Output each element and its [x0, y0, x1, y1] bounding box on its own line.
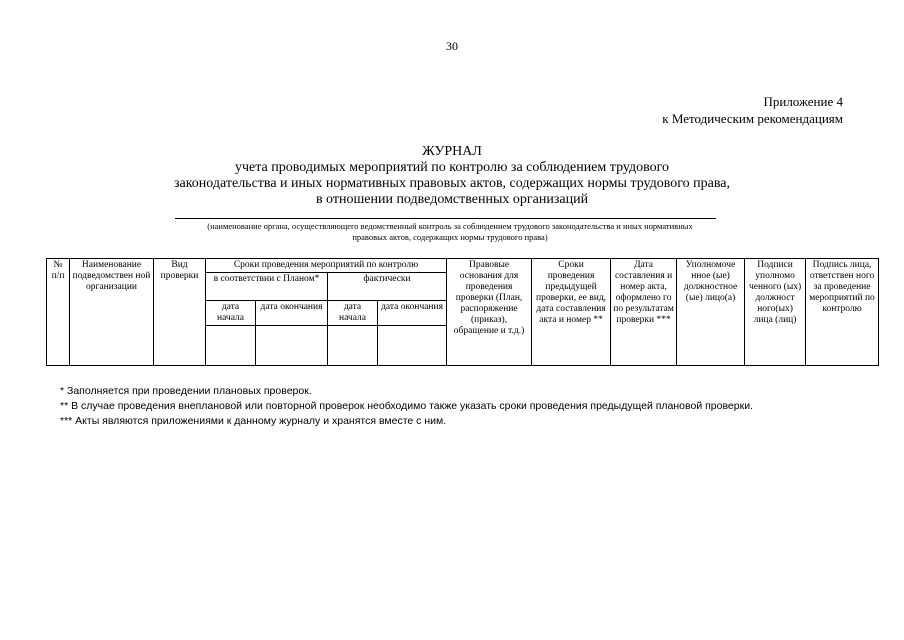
footnote-3: *** Акты являются приложениями к данному журналу и хранятся вместе с ним. [60, 415, 447, 427]
header-plan-start: дата начала [206, 301, 256, 326]
journal-title [0, 144, 904, 208]
header-actual-start: дата начала [328, 301, 378, 326]
page-number: 30 [446, 39, 458, 53]
title-heading: ЖУРНАЛ [422, 144, 482, 159]
header-actual-end: дата окончания [378, 301, 447, 326]
title-line-3: в отношении подведомственных организаций [315, 192, 589, 207]
cell-empty[interactable] [328, 326, 378, 366]
header-organization: Наименование подведомствен ной организации [70, 259, 154, 366]
header-per-plan: в соответствии с Планом* [206, 273, 328, 301]
header-authorized-official: Уполномоче нное (ые) должностное (ые) лицо(а) [677, 259, 745, 366]
org-caption-line-1: (наименование органа, осуществляющего ведомственный контроль за соблюдением трудового законодательства и иных нормативных [207, 221, 693, 231]
footnote-2: ** В случае проведения внеплановой или повторной проверок необходимо также указать сроки проведения предыдущей плановой проверки. [60, 400, 753, 412]
organization-underline [175, 218, 716, 219]
title-line-2: законодательства и иных нормативных правовых актов, содержащих нормы трудового права, [173, 176, 731, 191]
appendix-line-1: Приложение 4 [763, 94, 843, 109]
header-legal-basis: Правовые основания для проведения проверки (План, распоряжение (приказ), обращение и т.д.) [447, 259, 532, 366]
header-terms: Сроки проведения мероприятий по контролю [206, 259, 447, 273]
appendix-header [662, 93, 843, 127]
header-plan-end: дата окончания [256, 301, 328, 326]
header-actual: фактически [328, 273, 447, 301]
appendix-line-2: к Методическим рекомендациям [662, 111, 843, 126]
org-caption-line-2: правовых актов, содержащих нормы трудового права) [352, 232, 548, 242]
header-previous-check: Сроки проведения предыдущей проверки, ее вид, дата составления акта и номер ** [532, 259, 611, 366]
cell-empty[interactable] [378, 326, 447, 366]
footnotes [60, 384, 850, 429]
header-check-type: Вид проверки [154, 259, 206, 366]
title-line-1: учета проводимых мероприятий по контролю за соблюдением трудового [234, 160, 670, 175]
organization-caption [150, 221, 750, 243]
header-officials-signatures: Подписи уполномо ченного (ых) должност ного(ых) лица (лиц) [745, 259, 806, 366]
header-row-1 [47, 259, 879, 273]
footnote-1: * Заполняется при проведении плановых проверок. [60, 385, 312, 397]
header-num: № п/п [47, 259, 70, 366]
cell-empty[interactable] [206, 326, 256, 366]
header-responsible-signature: Подпись лица, ответствен ного за проведение мероприятий по контролю [806, 259, 879, 366]
header-act-date: Дата составления и номер акта, оформлено го по результатам проверки *** [611, 259, 677, 366]
cell-empty[interactable] [256, 326, 328, 366]
journal-table [46, 258, 879, 366]
